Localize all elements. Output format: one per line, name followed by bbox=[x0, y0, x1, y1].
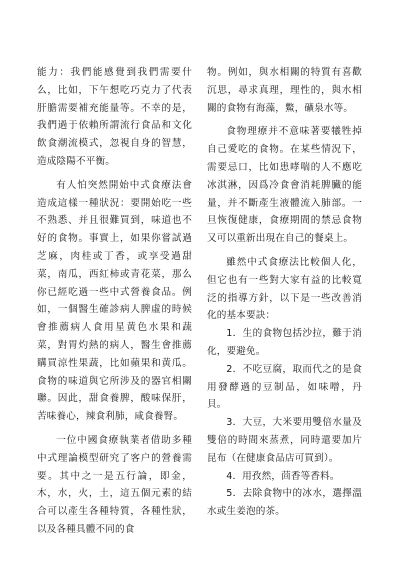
right-column bbox=[207, 64, 362, 521]
left-column bbox=[37, 64, 192, 539]
paragraph: 一位中國食療執業者借助多種中式理論模型研究了客户的營養需要。其中之一是五行論，即金，木，水，火，土，這五個元素的結合可以產生各種特質，各種性狀，以及各種具體不同的食 bbox=[37, 434, 192, 535]
paragraph: 雖然中式食療法比較個人化，但它也有一些對大家有益的比較寬泛的指導方針，以下是一些改善消化的基本要訣： bbox=[207, 256, 362, 322]
paragraph: 能力：我們能感覺到我們需要什么，比如，下午想吃巧克力了代表肝膽需要補充能量等。不幸的是，我們過于依賴所謂流行食品和文化飲食潮流模式，忽視自身的智慧，造成陰陽不平衡。 bbox=[37, 67, 192, 167]
paragraph: 物。例如，與水相關的特質有喜歡沉思，尋求真理，理性的，與水相關的食物有海藻，鱉，礦泉水等。 bbox=[207, 67, 362, 114]
paragraph: 食物理療并不意味著要犧牲掉自己愛吃的食物。在某些情況下，需要忌口，比如患哮喘的人不應吃冰淇淋，因爲冷食會消耗脾臟的能量，并不斷產生液體流入肺部。一旦恢復健康，食療期間的禁忌食物又可以重新出現在自己的餐桌上。 bbox=[207, 126, 362, 245]
paragraph: 有人怕突然開始中式食療法會造成這樣一種狀況：要開始吃一些不熟悉、并且很難買到，味道也不好的食物。事實上，如果你嘗試過芝麻，肉桂或丁香，或享受過甜菜，南瓜，西紅柿或青花菜，那么你已經吃過一些中式營養食品。例如，一個醫生確診病人脾虛的時候會推薦病人食用星黄色水果和蔬菜，對胃灼熱的病人，醫生會推薦購買涼性果蔬，比如蘋果和黄瓜。食物的味道與它所涉及的器官相關聯。因此，甜食養脾，酸味保肝，苦味養心，辣食利肺，咸食養腎。 bbox=[37, 179, 192, 423]
list-item: 3．大豆，大米要用雙倍水量及雙倍的時間來蒸煮，同時還要加片昆布（在健康食品店可買到）。 bbox=[207, 417, 362, 464]
list-item: 5．去除食物中的冰水，選擇溫水或生姜泡的茶。 bbox=[207, 488, 362, 518]
list-item: 2．不吃豆腐，取而代之的是食用發酵過的豆制品，如味噌，丹貝。 bbox=[207, 363, 362, 411]
list-item: 4．用孜然，茴香等香料。 bbox=[226, 470, 340, 482]
list-item: 1．生的食物包括沙拉，難于消化，要避免。 bbox=[207, 328, 362, 357]
